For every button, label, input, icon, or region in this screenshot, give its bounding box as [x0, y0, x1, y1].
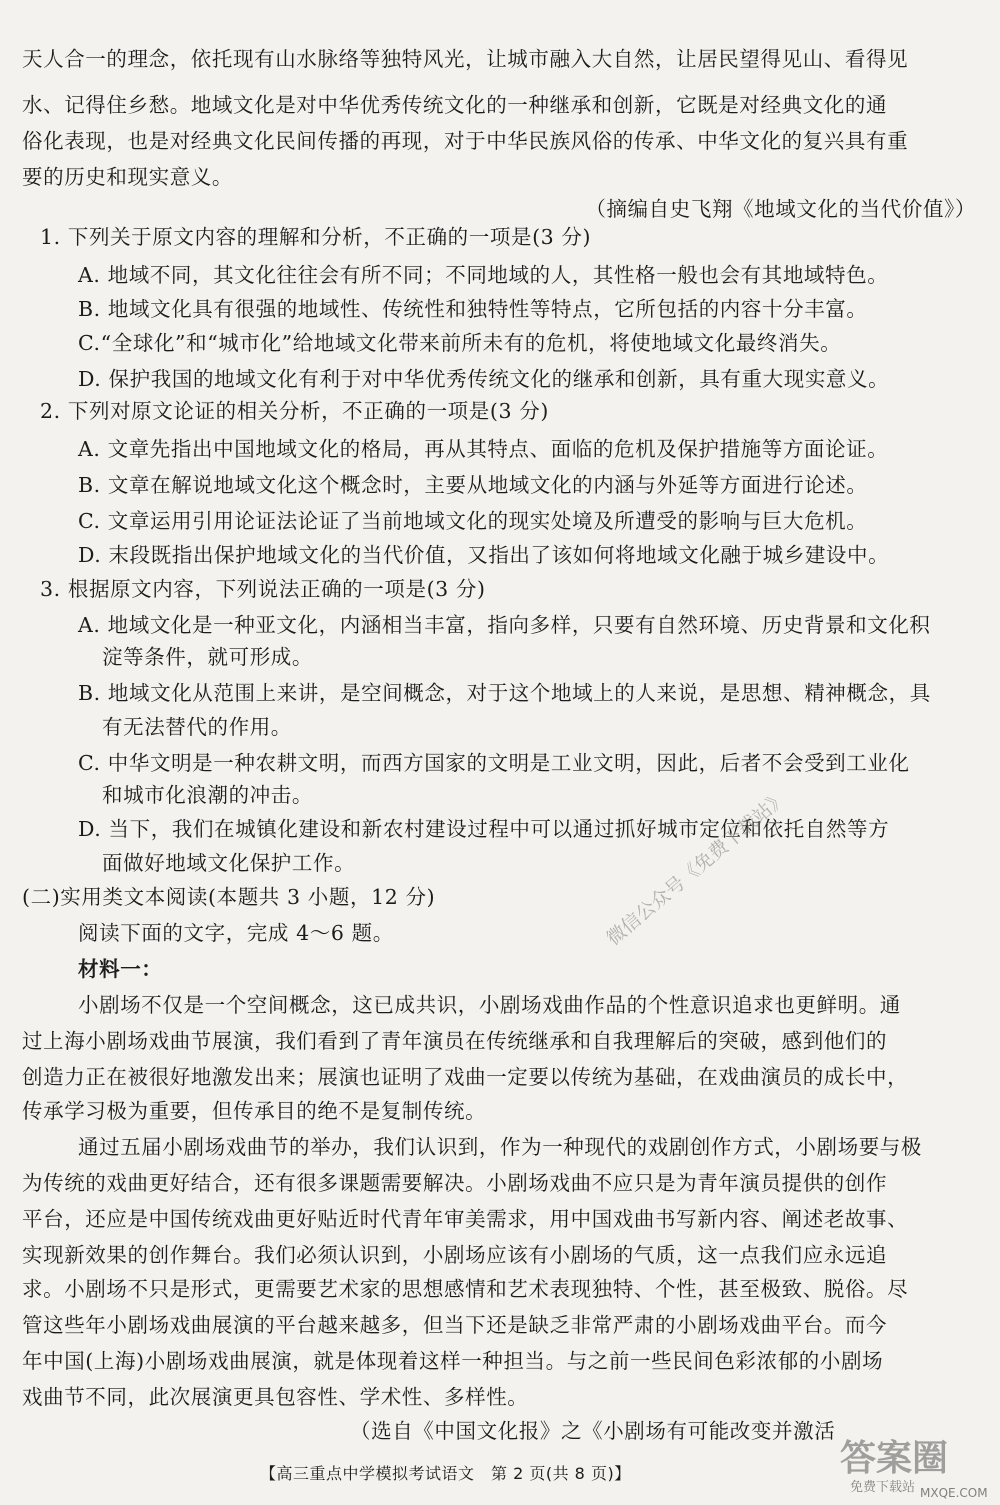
material-line: 小剧场不仅是一个空间概念，这已成共识，小剧场戏曲作品的个性意识追求也更鲜明。通 [78, 993, 901, 1017]
question-3-option-d: D. 当下，我们在城镇化建设和新农村建设过程中可以通过抓好城市定位和依托自然等方 [78, 817, 890, 841]
question-1-option-d: D. 保护我国的地域文化有利于对中华优秀传统文化的继承和创新，具有重大现实意义。 [78, 367, 890, 391]
material-line: 管这些年小剧场戏曲展演的平台越来越多，但当下还是缺乏非常严肃的小剧场戏曲平台。而今 [22, 1313, 888, 1337]
material-line: 过上海小剧场戏曲节展演，我们看到了青年演员在传统继承和自我理解后的突破，感到他们的 [22, 1029, 888, 1053]
question-2-option-b: B. 文章在解说地域文化这个概念时，主要从地域文化的内涵与外延等方面进行论述。 [78, 473, 868, 497]
logo-subtitle: 免费下载站 [850, 1480, 916, 1495]
question-3-option-d-cont: 面做好地域文化保护工作。 [102, 851, 356, 875]
material-line: 创造力正在被很好地激发出来；展演也证明了戏曲一定要以传统为基础，在戏曲演员的成长中， [22, 1065, 909, 1089]
page-footer: 【高三重点中学模拟考试语文 第 2 页(共 8 页)】 [260, 1464, 631, 1483]
question-2-stem: 2. 下列对原文论证的相关分析，不正确的一项是(3 分) [40, 399, 549, 423]
question-1-option-b: B. 地域文化具有很强的地域性、传统性和独特性等特点，它所包括的内容十分丰富。 [78, 297, 868, 321]
question-3-option-c: C. 中华文明是一种农耕文明，而西方国家的文明是工业文明，因此，后者不会受到工业化 [78, 751, 910, 775]
passage-line: 水、记得住乡愁。地域文化是对中华优秀传统文化的一种继承和创新，它既是对经典文化的通 [22, 93, 888, 117]
material-line: 年中国(上海)小剧场戏曲展演，就是体现着这样一种担当。与之前一些民间色彩浓郁的小剧场 [22, 1349, 884, 1373]
material-line: 求。小剧场不只是形式，更需要艺术家的思想感情和艺术表现独特、个性，甚至极致、脱俗。尽 [22, 1277, 909, 1301]
logo-url: MXQE.COM [920, 1486, 988, 1500]
question-3-option-c-cont: 和城市化浪潮的冲击。 [102, 783, 313, 807]
question-2-option-a: A. 文章先指出中国地域文化的格局，再从其特点、面临的危机及保护措施等方面论证。 [78, 437, 889, 461]
material-line: 实现新效果的创作舞台。我们必须认识到，小剧场应该有小剧场的气质，这一点我们应永远追 [22, 1243, 888, 1267]
question-3-option-b-cont: 有无法替代的作用。 [102, 715, 292, 739]
material-line: 通过五届小剧场戏曲节的举办，我们认识到，作为一种现代的戏剧创作方式，小剧场要与极 [78, 1135, 922, 1159]
question-1-option-c: C.“全球化”和“城市化”给地域文化带来前所未有的危机，将使地域文化最终消失。 [78, 331, 842, 355]
section-heading: (二)实用类文本阅读(本题共 3 小题，12 分) [22, 885, 436, 909]
question-2-option-c: C. 文章运用引用论证法论证了当前地域文化的现实处境及所遭受的影响与巨大危机。 [78, 509, 868, 533]
question-3-stem: 3. 根据原文内容，下列说法正确的一项是(3 分) [40, 577, 486, 601]
material-line: 戏曲节不同，此次展演更具包容性、学术性、多样性。 [22, 1385, 529, 1409]
material-line: 传承学习极为重要，但传承目的绝不是复制传统。 [22, 1099, 487, 1123]
watermark-text: 微信公众号《免费下载站》 [602, 786, 792, 950]
question-1-stem: 1. 下列关于原文内容的理解和分析，不正确的一项是(3 分) [40, 225, 592, 249]
question-3-option-a-cont: 淀等条件，就可形成。 [102, 645, 313, 669]
site-logo: 答案圈 [840, 1438, 949, 1479]
material-line: 平台，还应是中国传统戏曲更好贴近时代青年审美需求，用中国戏曲书写新内容、阐述老故事、 [22, 1207, 909, 1231]
question-3-option-b: B. 地域文化从范围上来讲，是空间概念，对于这个地域上的人来说，是思想、精神概念，具 [78, 681, 931, 705]
source-citation-2: （选自《中国文化报》之《小剧场有可能改变并激活 [350, 1419, 836, 1443]
passage-line: 天人合一的理念，依托现有山水脉络等独特风光，让城市融入大自然，让居民望得见山、看得见 [22, 47, 909, 71]
source-citation: （摘编自史飞翔《地域文化的当代价值》） [585, 197, 976, 221]
question-3-option-a: A. 地域文化是一种亚文化，内涵相当丰富，指向多样，只要有自然环境、历史背景和文化积 [78, 613, 931, 637]
question-2-option-d: D. 末段既指出保护地域文化的当代价值，又指出了该如何将地域文化融于城乡建设中。 [78, 543, 890, 567]
material-label: 材料一： [78, 957, 163, 981]
section-instruction: 阅读下面的文字，完成 4～6 题。 [78, 921, 394, 945]
passage-line: 俗化表现，也是对经典文化民间传播的再现，对于中华民族风俗的传承、中华文化的复兴具有重 [22, 129, 909, 153]
question-1-option-a: A. 地域不同，其文化往往会有所不同；不同地域的人，其性格一般也会有其地域特色。 [78, 263, 889, 287]
material-line: 为传统的戏曲更好结合，还有很多课题需要解决。小剧场戏曲不应只是为青年演员提供的创作 [22, 1171, 888, 1195]
passage-line: 要的历史和现实意义。 [22, 165, 233, 189]
